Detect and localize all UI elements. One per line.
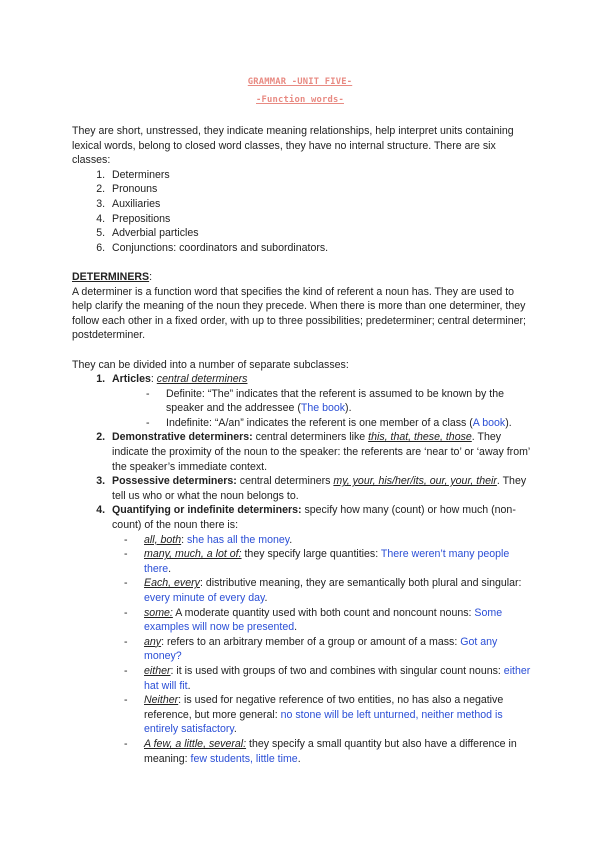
class-item: 2. Pronouns bbox=[108, 182, 532, 197]
class-item: 6. Conjunctions: coordinators and subordinators. bbox=[108, 241, 532, 256]
list-item: - either: it is used with groups of two and combines with singular count nouns: either hat will fit. bbox=[124, 664, 532, 693]
list-item: - Neither: is used for negative reference of two entities, no has also a negative reference, but more general: no stone will be left unturned, neither method is entirely satisfactory. bbox=[124, 693, 532, 737]
subclass-quantifying: 4. Quantifying or indefinite determiners: specify how many (count) or how much (non-count) of the noun there is: - all, both: she has all the money. - many, much, a lot of: they specify large quantities: There weren’t many people there. - Each, every: distributive meaning, they are semantically both plural and singular: every minute of every day. - some: A moderate quantity used with both count and noncount nouns: Some examples will now be presented. - any: refers to an arbitrary member of a group or amount of a mass: Got any money? - either: it is used with groups of two and combines with singular count nouns: either hat will fit. - Neither: is used for negative reference of two entities, no has also a negative reference, but more general: no stone will be left unturned, neither method is entirely satisfactory. - A few, a little, several: they specify a small quantity but also have a difference in meaning: few students, little time. bbox=[108, 503, 532, 766]
list-item: - Definite: “The” indicates that the referent is assumed to be known by the speaker and the addressee (The book). bbox=[146, 387, 532, 416]
articles-list bbox=[112, 387, 532, 431]
determiners-definition: A determiner is a function word that specifies the kind of referent a noun has. They are used to help clarify the meaning of the noun they precede. When there is more than one determiner, they follow each other in a fixed order, with up to three possibilities; predeterminer; central determiner; postdeterminer. bbox=[72, 285, 526, 342]
list-item: - many, much, a lot of: they specify large quantities: There weren’t many people there. bbox=[124, 547, 532, 576]
word-classes-list bbox=[72, 168, 532, 256]
section-heading: DETERMINERS bbox=[72, 270, 150, 283]
list-item: - any: refers to an arbitrary member of a group or amount of a mass: Got any money? bbox=[124, 635, 532, 664]
class-item: 4. Prepositions bbox=[108, 212, 532, 227]
list-item: - Each, every: distributive meaning, they are semantically both plural and singular: every minute of every day. bbox=[124, 576, 532, 605]
subclasses-intro: They can be divided into a number of separate subclasses: bbox=[72, 358, 349, 371]
document-body bbox=[72, 124, 532, 766]
page-subtitle: -Function words- bbox=[256, 95, 344, 105]
list-item: - all, both: she has all the money. bbox=[124, 533, 532, 548]
quantifiers-list bbox=[112, 533, 532, 767]
subclasses-list bbox=[72, 372, 532, 766]
class-item: 1. Determiners bbox=[108, 168, 532, 183]
class-item: 3. Auxiliaries bbox=[108, 197, 532, 212]
subclass-articles: 1. Articles: central determiners - Definite: “The” indicates that the referent is assumed to be known by the speaker and the addressee (The book). - Indefinite: “A/an” indicates the referent is one member of a class (A book). bbox=[108, 372, 532, 430]
class-item: 5. Adverbial particles bbox=[108, 226, 532, 241]
list-item: - some: A moderate quantity used with both count and noncount nouns: Some examples will now be presented. bbox=[124, 606, 532, 635]
list-item: - A few, a little, several: they specify a small quantity but also have a difference in meaning: few students, little time. bbox=[124, 737, 532, 766]
subclass-possessive: 3. Possessive determiners: central determiners my, your, his/her/its, our, your, their. They tell us who or what the noun belongs to. bbox=[108, 474, 532, 503]
determiners-heading: DETERMINERS: bbox=[72, 270, 153, 283]
list-item: - Indefinite: “A/an” indicates the referent is one member of a class (A book). bbox=[146, 416, 532, 431]
subclass-demonstrative: 2. Demonstrative determiners: central determiners like this, that, these, those. They indicate the proximity of the noun to the speaker: the referents are ‘near to’ or ‘away from’ the speaker’s immediate context. bbox=[108, 430, 532, 474]
intro-paragraph: They are short, unstressed, they indicate meaning relationships, help interpret units containing lexical words, belong to closed word classes, they have no internal structure. There are six classes: bbox=[72, 125, 514, 167]
page-title: GRAMMAR -UNIT FIVE- bbox=[247, 77, 353, 87]
